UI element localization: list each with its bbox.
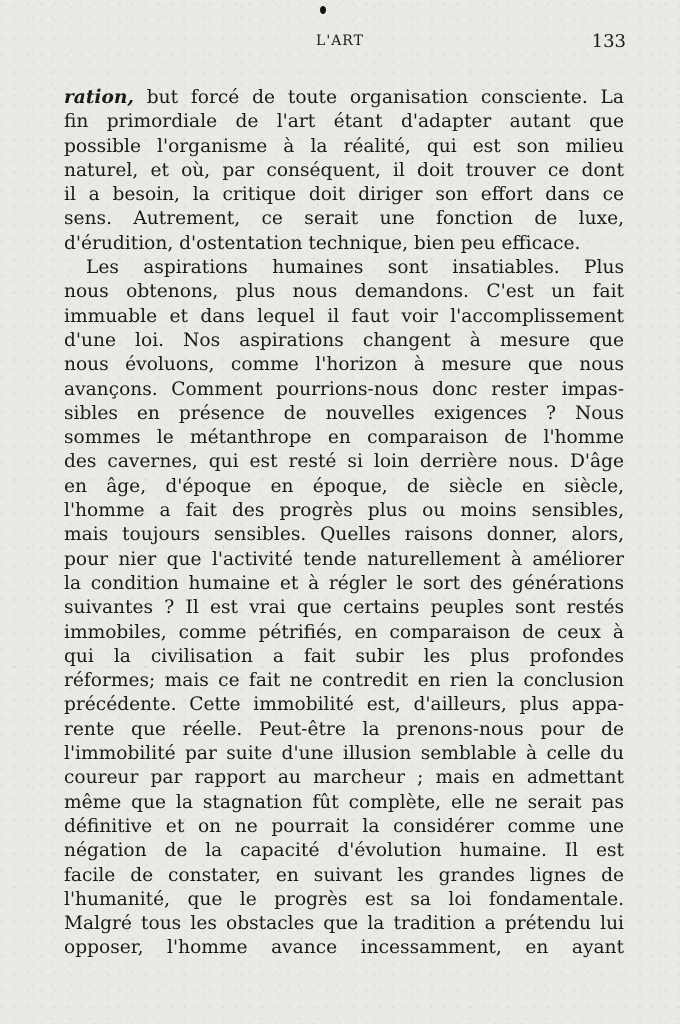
- text-line: [64, 839, 624, 863]
- text-line: [64, 693, 624, 717]
- text-line: [64, 499, 624, 523]
- text-line: [64, 621, 624, 645]
- text-line: [64, 791, 624, 815]
- body-text: [64, 86, 624, 961]
- line-text: fin primordiale de l'art étant d'adapter autant que: [64, 111, 624, 133]
- line-text: des cavernes, qui est resté si loin derrière nous. D'âge: [64, 451, 624, 473]
- line-text: suivantes ? Il est vrai que certains peuples sont restés: [64, 597, 624, 619]
- line-text: il a besoin, la critique doit diriger son effort dans ce: [64, 184, 624, 206]
- text-line: [64, 232, 624, 256]
- line-text: la condition humaine et à régler le sort des générations: [64, 572, 624, 594]
- line-text: rente que réelle. Peut-être la prenons-nous pour de: [64, 718, 624, 740]
- text-line: [64, 475, 624, 499]
- text-line: [64, 548, 624, 572]
- text-line: [64, 378, 624, 402]
- line-text: facile de constater, en suivant les grandes lignes de: [64, 864, 624, 886]
- text-line: [64, 864, 624, 888]
- line-text: Les aspirations humaines sont insatiables. Plus: [86, 257, 624, 279]
- line-text: naturel, et où, par conséquent, il doit trouver ce dont: [64, 159, 624, 181]
- text-line: [64, 766, 624, 790]
- text-line: [64, 936, 624, 960]
- line-text: définitive et on ne pourrait la considérer comme une: [64, 815, 624, 837]
- text-line: [64, 912, 624, 936]
- text-line: [64, 402, 624, 426]
- line-text: l'humanité, que le progrès est sa loi fondamentale.: [64, 888, 624, 910]
- line-text: opposer, l'homme avance incessamment, en ayant: [64, 937, 624, 959]
- line-text: précédente. Cette immobilité est, d'ailleurs, plus appa-: [64, 694, 624, 716]
- line-text: sommes le métanthrope en comparaison de l'homme: [64, 427, 624, 449]
- line-text: coureur par rapport au marcheur ; mais en admettant: [64, 767, 624, 789]
- line-text: possible l'organisme à la réalité, qui est son milieu: [64, 135, 624, 157]
- text-line: [64, 183, 624, 207]
- text-line: [64, 353, 624, 377]
- text-line: [64, 572, 624, 596]
- ink-dot: [320, 6, 326, 14]
- line-text: sens. Autrement, ce serait une fonction de luxe,: [64, 208, 624, 230]
- page-number: 133: [591, 31, 626, 52]
- text-line: [64, 159, 624, 183]
- text-line: [64, 426, 624, 450]
- line-text: Malgré tous les obstacles que la tradition a prétendu lui: [64, 913, 624, 935]
- text-line: [64, 645, 624, 669]
- line-text: immobiles, comme pétrifiés, en comparaison de ceux à: [64, 621, 624, 643]
- line-text: négation de la capacité d'évolution humaine. Il est: [64, 840, 624, 862]
- text-line: [64, 888, 624, 912]
- text-line: [64, 110, 624, 134]
- line-text: même que la stagnation fût complète, elle ne serait pas: [64, 791, 624, 813]
- text-line: [64, 135, 624, 159]
- line-text: immuable et dans lequel il faut voir l'accomplissement: [64, 305, 624, 327]
- text-line: [64, 207, 624, 231]
- text-line: [64, 305, 624, 329]
- line-text: d'une loi. Nos aspirations changent à mesure que: [64, 329, 624, 351]
- text-line: [64, 450, 624, 474]
- line-text: sibles en présence de nouvelles exigences ? Nous: [64, 402, 624, 424]
- text-line: [64, 523, 624, 547]
- line-text: but forcé de toute organisation consciente. La: [133, 87, 624, 108]
- text-line: [64, 329, 624, 353]
- running-title: L'ART: [316, 33, 364, 49]
- line-text: en âge, d'époque en époque, de siècle en siècle,: [64, 475, 624, 497]
- text-line: [64, 669, 624, 693]
- text-line: [64, 280, 624, 304]
- line-text: qui la civilisation a fait subir les plus profondes: [64, 645, 624, 667]
- text-line: [64, 596, 624, 620]
- text-line: [64, 742, 624, 766]
- line-text: nous obtenons, plus nous demandons. C'est un fait: [64, 281, 624, 303]
- line-text: réformes; mais ce fait ne contredit en rien la conclusion: [64, 670, 624, 692]
- text-line: [64, 86, 624, 110]
- line-text: mais toujours sensibles. Quelles raisons donner, alors,: [64, 524, 624, 546]
- line-text: avançons. Comment pourrions-nous donc rester impas-: [64, 378, 624, 400]
- line-text: d'érudition, d'ostentation technique, bien peu efficace.: [64, 232, 581, 254]
- text-line: [64, 718, 624, 742]
- line-text: l'immobilité par suite d'une illusion semblable à celle du: [64, 743, 624, 765]
- line-text: l'homme a fait des progrès plus ou moins sensibles,: [64, 500, 624, 522]
- line-text: pour nier que l'activité tende naturellement à améliorer: [64, 548, 624, 570]
- italic-fragment: ration,: [64, 87, 134, 108]
- text-line: [64, 256, 624, 280]
- text-line: [64, 815, 624, 839]
- line-text: nous évoluons, comme l'horizon à mesure que nous: [64, 354, 624, 376]
